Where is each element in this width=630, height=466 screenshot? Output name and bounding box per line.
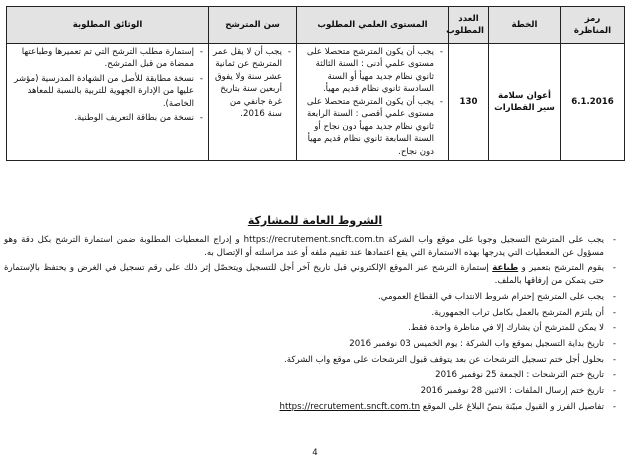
header-education: المستوى العلمي المطلوب (297, 7, 449, 44)
conditions-title: الشروط العامة للمشاركة (247, 214, 383, 227)
header-age: سن المترشح (209, 7, 297, 44)
condition-text: يقوم المترشح بتعمير و (521, 263, 604, 274)
condition-item (4, 401, 604, 414)
header-code: رمز المناظرة (561, 7, 625, 44)
condition-item: - تاريخ ختم إرسال الملفات : الاثنين 28 نوفمبر 2016 (4, 385, 604, 398)
age-item: - يجب أن لا يقل عمر المترشح عن ثمانية عشر سنة ولا يفوق أربعين سنة بتاريخ غرة جانفي من سنة 2016. (213, 46, 282, 121)
condition-item: - يجب على المترشح إحترام شروط الانتداب في القطاع العمومي. (4, 291, 604, 304)
site-link[interactable]: https://recrutement.sncft.com.tn (279, 401, 421, 412)
table-row (7, 44, 625, 161)
cell-documents (7, 44, 209, 161)
condition-item (4, 262, 604, 287)
document-item: - نسخة مطابقة للأصل من الشهادة المدرسية (مؤشر عليها من الإدارة الجهوية للتربية بالنسبة للمعاهد الخاصة). (11, 73, 194, 110)
header-count: العدد المطلوب (449, 7, 489, 44)
condition-item: - تاريخ ختم الترشحات : الجمعة 25 نوفمبر 2016 (4, 369, 604, 382)
document-item: - إستمارة مطلب الترشح التي تم تعميرها وطباعتها ممضاة من قبل المترشح. (11, 46, 194, 71)
cell-count: 130 (449, 44, 489, 161)
requirements-table (6, 6, 625, 161)
cell-education (297, 44, 449, 161)
condition-text: تفاصيل الفرز و القبول مبيّنة بنصّ البلاغ على الموقع (422, 401, 604, 412)
header-documents: الوثائق المطلوبة (7, 7, 209, 44)
condition-item: - بحلول أجل ختم تسجيل الترشحات عن بعد يتوقف قبول الترشحات على موقع واب الشركة. (4, 354, 604, 367)
condition-item: - تاريخ بداية التسجيل بموقع واب الشركة : يوم الخميس 03 نوفمبر 2016 (4, 338, 604, 351)
cell-age (209, 44, 297, 161)
condition-item (4, 234, 604, 259)
condition-text: يجب على المترشح التسجيل وجوبا على موقع واب الشركة (388, 235, 604, 245)
education-item: - يجب أن يكون المترشح متحصلا على مستوى علمي أقصى : السنة الرابعة ثانوي نظام جديد مهيأ دون نجاح أو السنة السابعة ثانوي نظام قديم مهيأ دون نجاح. (301, 96, 434, 158)
condition-emphasis: طباعة (492, 263, 519, 274)
site-link[interactable]: https://recrutement.sncft.com.tn (243, 235, 385, 245)
table-header-row (7, 7, 625, 44)
condition-item: - لا يمكن للمترشح أن يشارك إلا في مناظرة واحدة فقط. (4, 322, 604, 335)
cell-position: أعوان سلامة سير القطارات (489, 44, 561, 161)
conditions-list (4, 234, 616, 417)
page-number: 4 (312, 448, 318, 458)
document-item: - نسخة من بطاقة التعريف الوطنية. (11, 112, 194, 124)
condition-text: إستمارة الترشح عبر الموقع الإلكتروني قبل تاريخ آخر أجل للتسجيل ويتحصّل إثر ذلك على رقم تسجيل في الغرض و يحتفظ بالإستمارة حتى يتمكن من إرفاقها بالملف. (4, 263, 604, 287)
cell-code: 6.1.2016 (561, 44, 625, 161)
condition-item: - أن يلتزم المترشح بالعمل بكامل تراب الجمهورية. (4, 307, 604, 320)
header-position: الخطة (489, 7, 561, 44)
education-item: - يجب أن يكون المترشح متحصلا على مستوى علمي أدنى : السنة الثالثة ثانوي نظام جديد مهيأ أو السنة السادسة ثانوي نظام قديم مهيأ. (301, 46, 434, 96)
condition-text: و إدراج المعطيات المطلوبة ضمن استمارة الترشح بكل دقة وهو مسؤول عن المعطيات التي يدرجها بهذه الاستمارة التي يقع اعتمادها عند تقييم ملفه أو عند مراسلته أو الإتصال به. (4, 235, 604, 258)
